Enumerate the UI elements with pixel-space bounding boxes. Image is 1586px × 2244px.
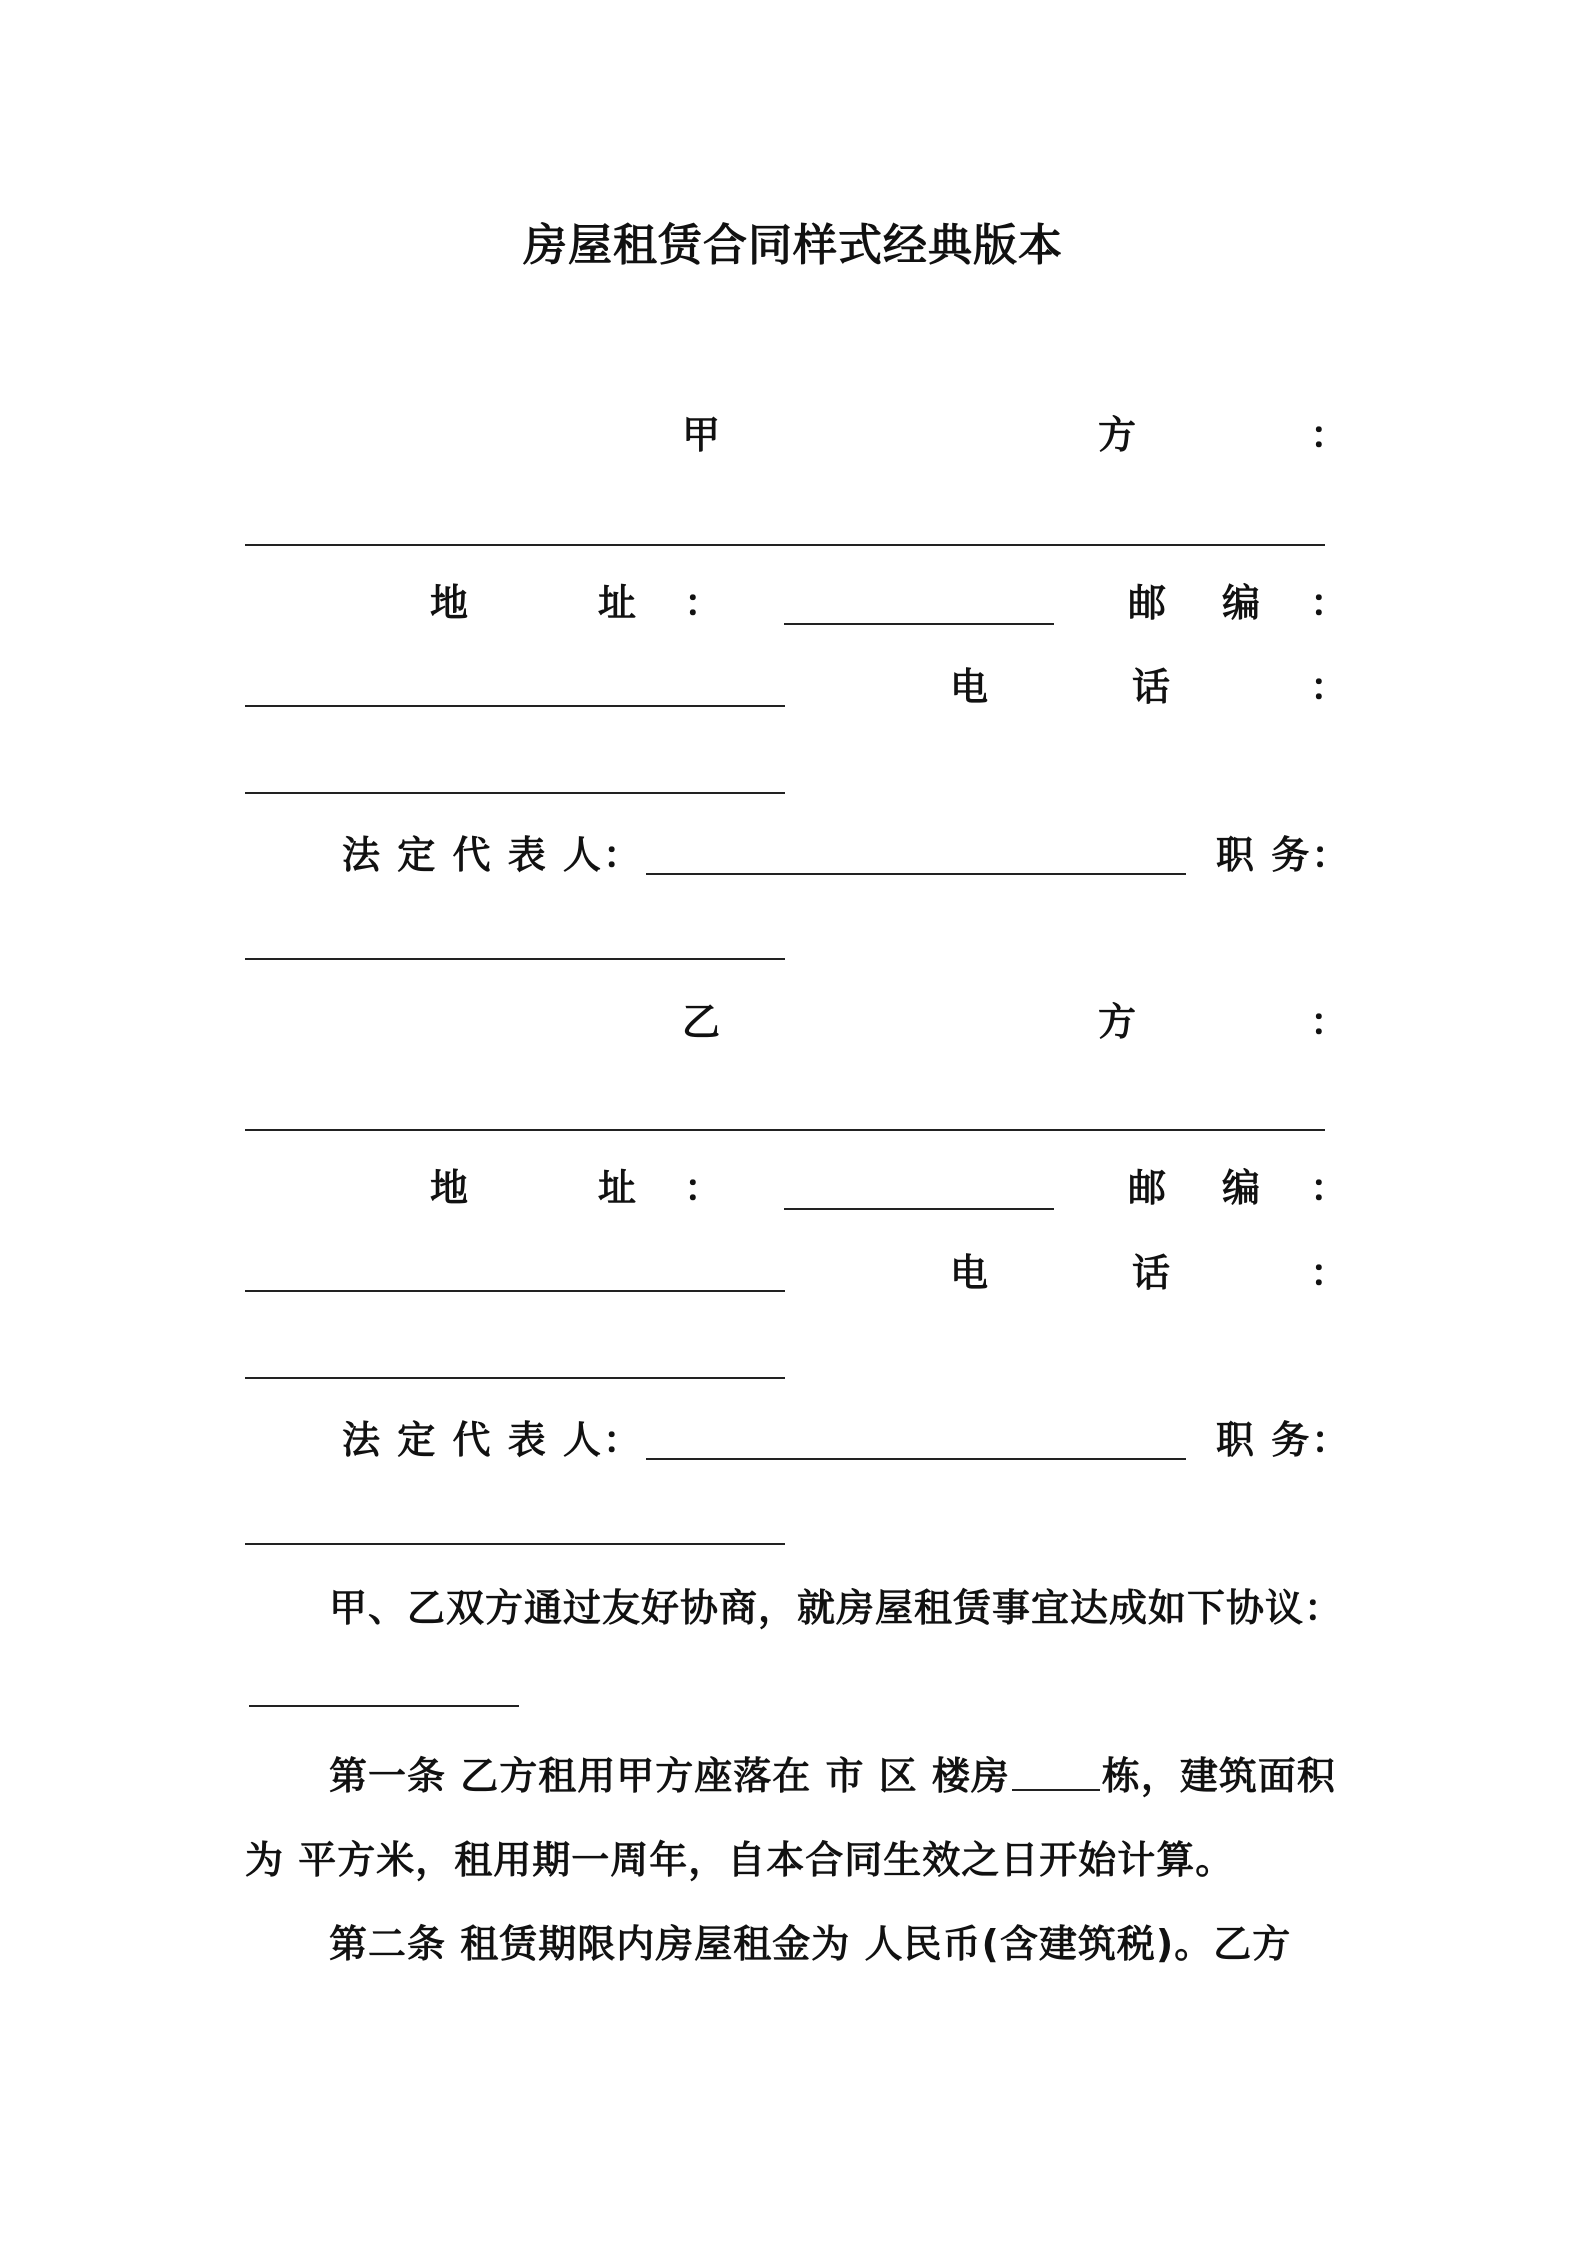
party-b-phone-char2: 话: [1132, 1251, 1171, 1295]
agreement-intro-blank[interactable]: [249, 1705, 519, 1707]
party-a-postcode-char1: 邮: [1128, 581, 1167, 625]
party-a-postcode-blank[interactable]: [245, 705, 785, 707]
party-a-phone-colon: ：: [1310, 665, 1349, 709]
article-1-prefix: 第一条 乙方租用甲方座落在 市 区 楼房: [329, 1754, 1010, 1798]
party-a-label-colon: ：: [1310, 413, 1349, 457]
party-b-postcode-blank[interactable]: [245, 1290, 785, 1292]
party-b-postcode-char2: 编: [1222, 1166, 1261, 1210]
party-a-address-colon: ：: [684, 581, 723, 625]
agreement-intro-text: 甲、乙双方通过友好协商，就房屋租赁事宜达成如下协议：: [329, 1586, 1344, 1630]
party-a-label-char2: 方: [1098, 413, 1137, 457]
party-b-address-blank[interactable]: [784, 1208, 1054, 1210]
party-a-position-blank[interactable]: [245, 958, 785, 960]
article-1-paragraph: [245, 1734, 1355, 1902]
article-1-building-blank[interactable]: [1012, 1789, 1100, 1791]
party-b-legal-rep-blank[interactable]: [646, 1458, 1186, 1460]
party-b-phone-blank[interactable]: [245, 1377, 785, 1379]
agreement-intro-paragraph: [245, 1566, 1355, 1734]
party-b-label-char1: 乙: [682, 1000, 721, 1044]
party-a-phone-char1: 电: [950, 665, 989, 709]
party-b-address-char1: 地: [430, 1166, 469, 1210]
party-a-position-label: 职 务：: [1216, 833, 1352, 877]
party-a-postcode-char2: 编: [1222, 581, 1261, 625]
party-b-legal-rep-label: 法 定 代 表 人：: [342, 1418, 643, 1462]
party-b-position-blank[interactable]: [245, 1543, 785, 1545]
party-b-name-blank[interactable]: [245, 1129, 1325, 1131]
party-b-phone-char1: 电: [950, 1251, 989, 1295]
party-a-label-char1: 甲: [682, 413, 721, 457]
party-b-postcode-char1: 邮: [1128, 1166, 1167, 1210]
party-a-name-blank[interactable]: [245, 544, 1325, 546]
party-b-postcode-colon: ：: [1310, 1166, 1349, 1210]
article-2-text: 第二条 租赁期限内房屋租金为 人民币(含建筑税)。乙方: [329, 1922, 1292, 1966]
party-a-legal-rep-label: 法 定 代 表 人：: [342, 833, 643, 877]
party-a-address-char1: 地: [430, 581, 469, 625]
party-b-address-char2: 址: [598, 1166, 637, 1210]
party-b-position-label: 职 务：: [1216, 1418, 1352, 1462]
article-2-paragraph: [245, 1902, 1355, 1986]
party-b-label-colon: ：: [1310, 1000, 1349, 1044]
article-1-suffix: 栋，建筑面积为 平方米，租用期一周年，自本合同生效之日开始计算。: [245, 1754, 1336, 1882]
party-b-label-char2: 方: [1098, 1000, 1137, 1044]
party-a-address-char2: 址: [598, 581, 637, 625]
party-a-phone-blank[interactable]: [245, 792, 785, 794]
party-b-address-colon: ：: [684, 1166, 723, 1210]
party-a-postcode-colon: ：: [1310, 581, 1349, 625]
party-a-phone-char2: 话: [1132, 665, 1171, 709]
document-title: 房屋租赁合同样式经典版本: [523, 220, 1063, 271]
party-a-address-blank[interactable]: [784, 623, 1054, 625]
party-b-phone-colon: ：: [1310, 1251, 1349, 1295]
party-a-legal-rep-blank[interactable]: [646, 873, 1186, 875]
